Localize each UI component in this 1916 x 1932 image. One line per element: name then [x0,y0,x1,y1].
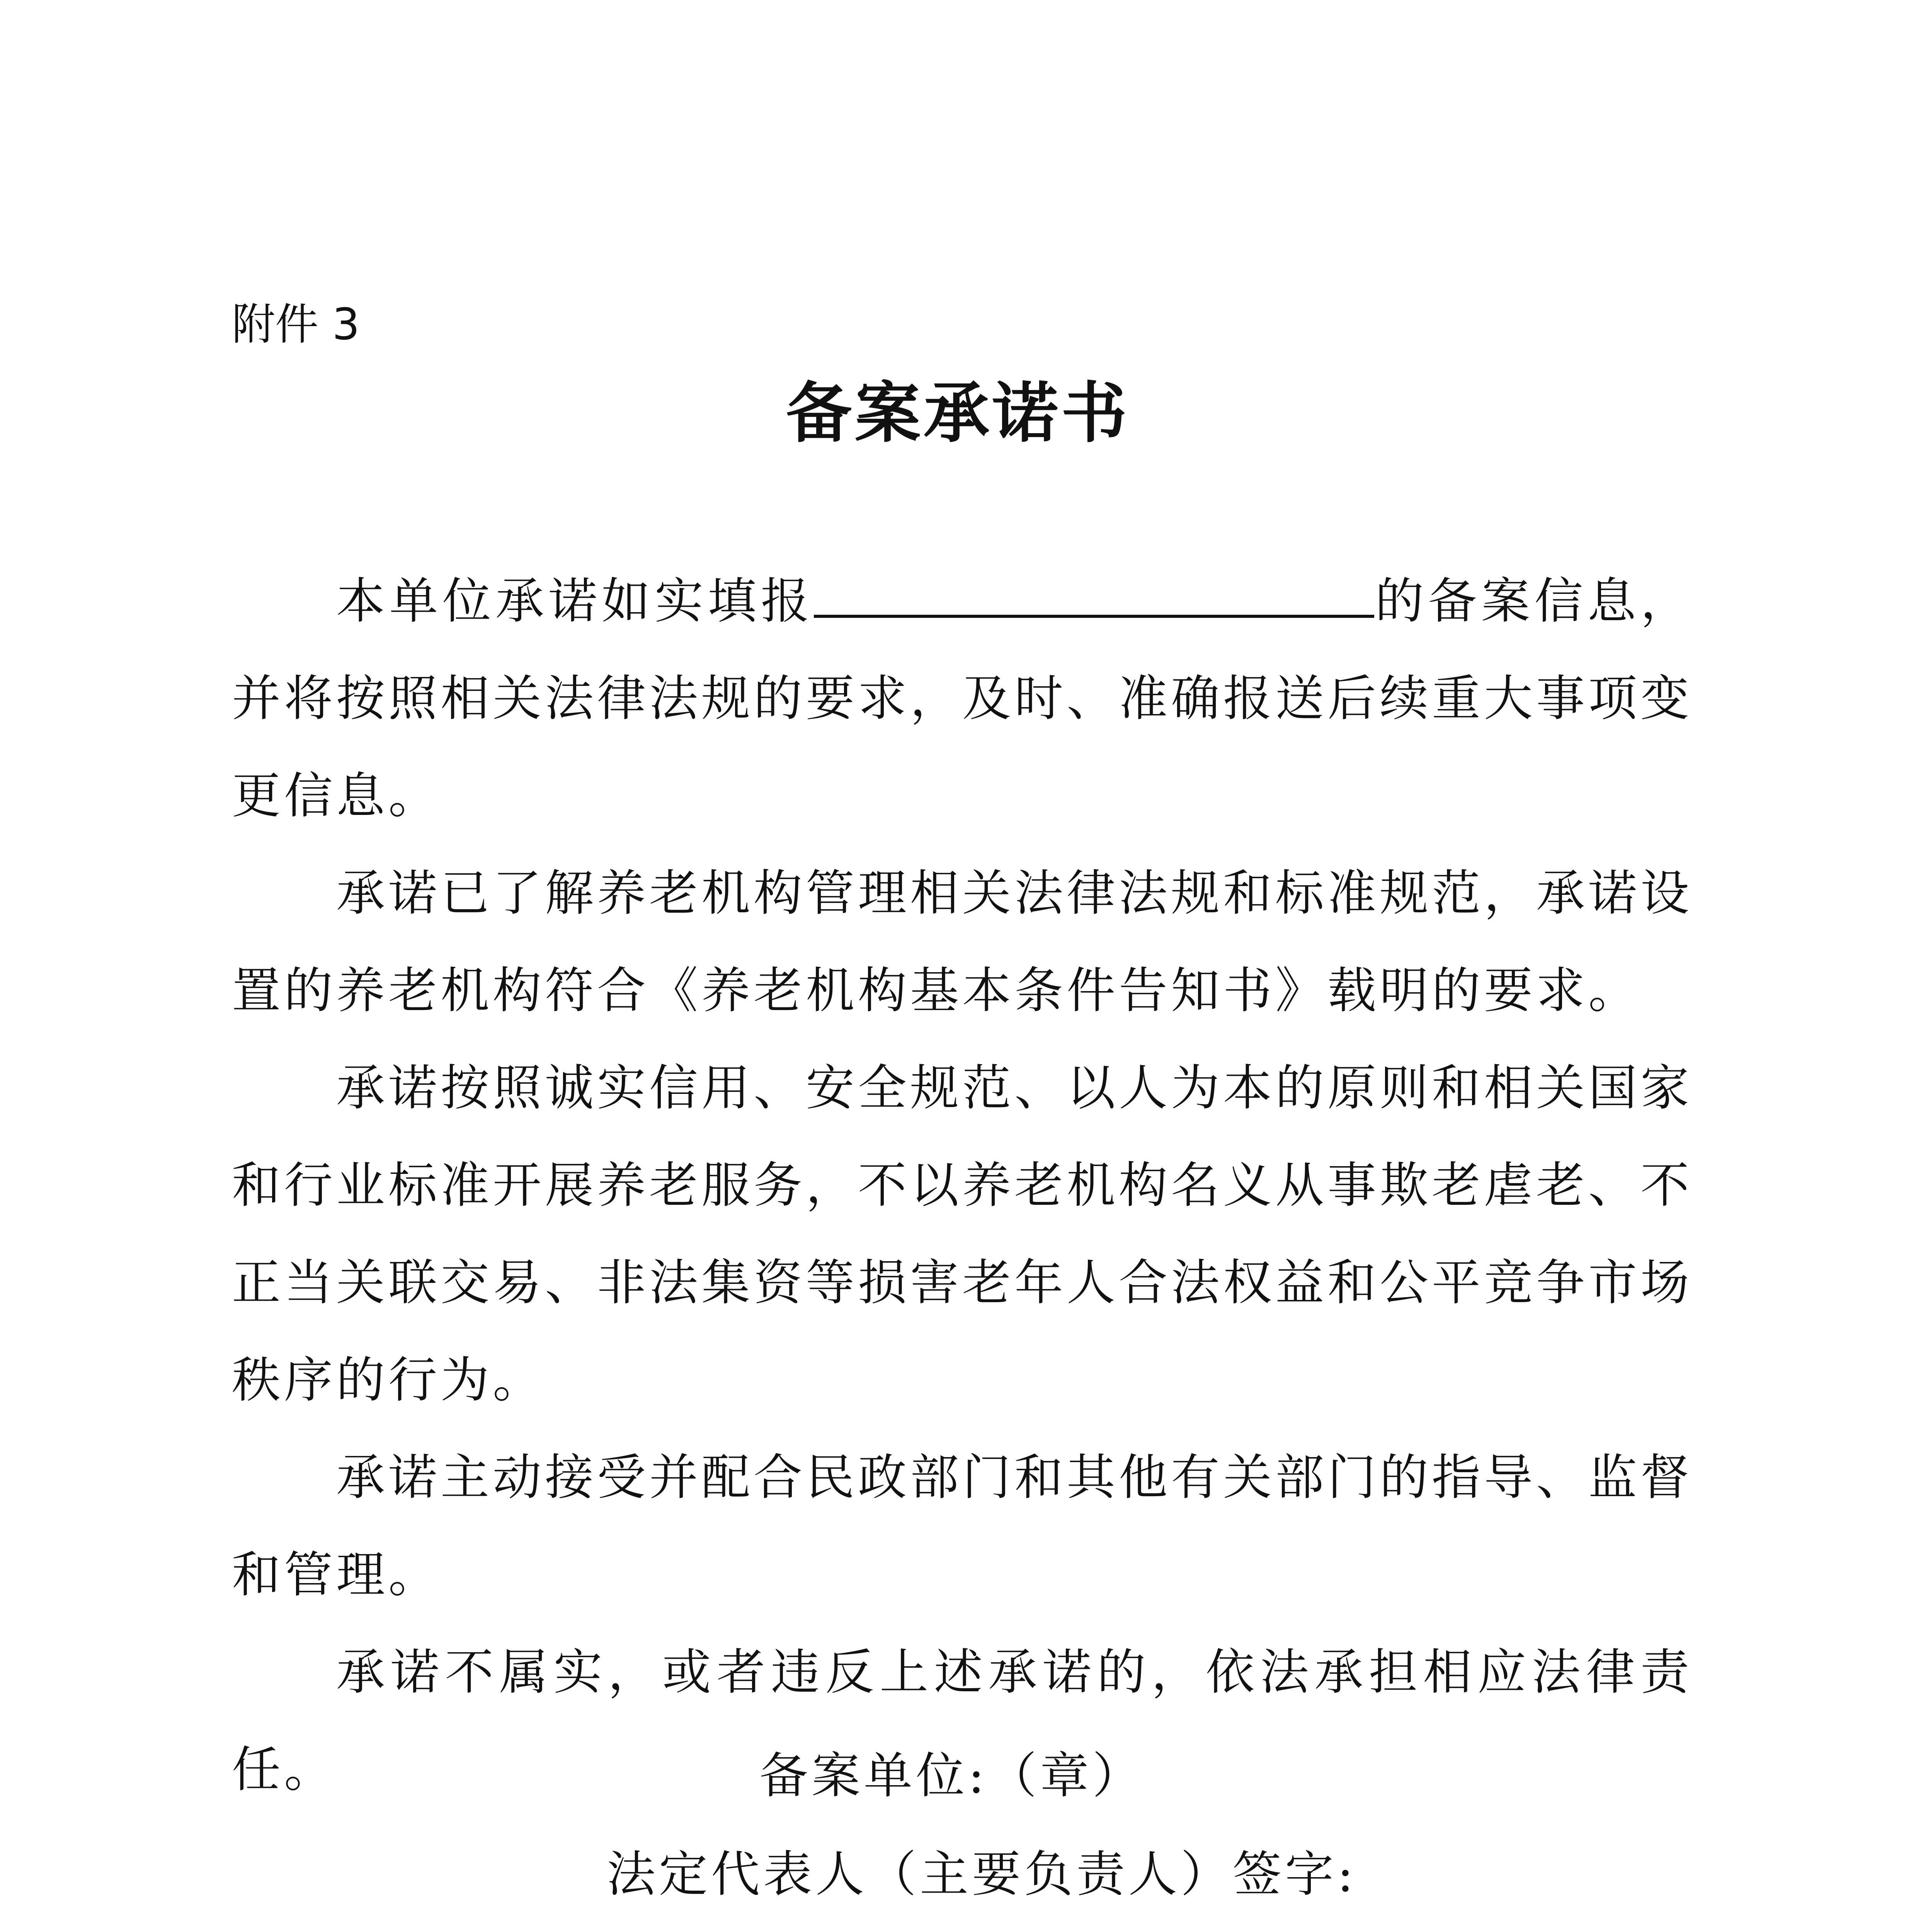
paragraph-1-rest: 的备案信息，并将按照相关法律法规的要求，及时、准确报送后续重大事项变更信息。 [232,573,1693,824]
date-day-label [1368,1924,1421,1932]
unit-name-blank [814,576,1374,618]
document-title: 备案承诺书 [786,375,1130,452]
paragraph-liability: 承诺不属实，或者违反上述承诺的，依法承担相应法律责任。 [232,1644,1693,1798]
paragraph-1-lead: 本单位承诺如实填报 [336,573,814,629]
date-year-label [1150,1924,1202,1932]
date-month-label [1259,1924,1311,1932]
paragraph-service-principles: 承诺按照诚实信用、安全规范、以人为本的原则和相关国家和行业标准开展养老服务，不以养老机构名义从事欺老虐老、不正当关联交易、非法集资等损害老年人合法权益和公平竞争市场秩序的行为。 [232,1060,1693,1408]
paragraph-regulations: 承诺已了解养老机构管理相关法律法规和标准规范，承诺设置的养老机构符合《养老机构基本条件告知书》载明的要求。 [232,865,1693,1019]
attachment-label: 附件 3 [232,299,360,350]
representative-signature-label: 法定代表人（主要负责人）签字: [607,1846,1357,1903]
paragraph-supervision: 承诺主动接受并配合民政部门和其他有关部门的指导、监督和管理。 [232,1449,1693,1603]
filing-unit-seal-label: 备案单位:（章） [759,1747,1145,1804]
commitment-body [232,553,1693,1818]
signature-date [1150,1924,1421,1932]
paragraph-filing-info [232,553,1693,845]
